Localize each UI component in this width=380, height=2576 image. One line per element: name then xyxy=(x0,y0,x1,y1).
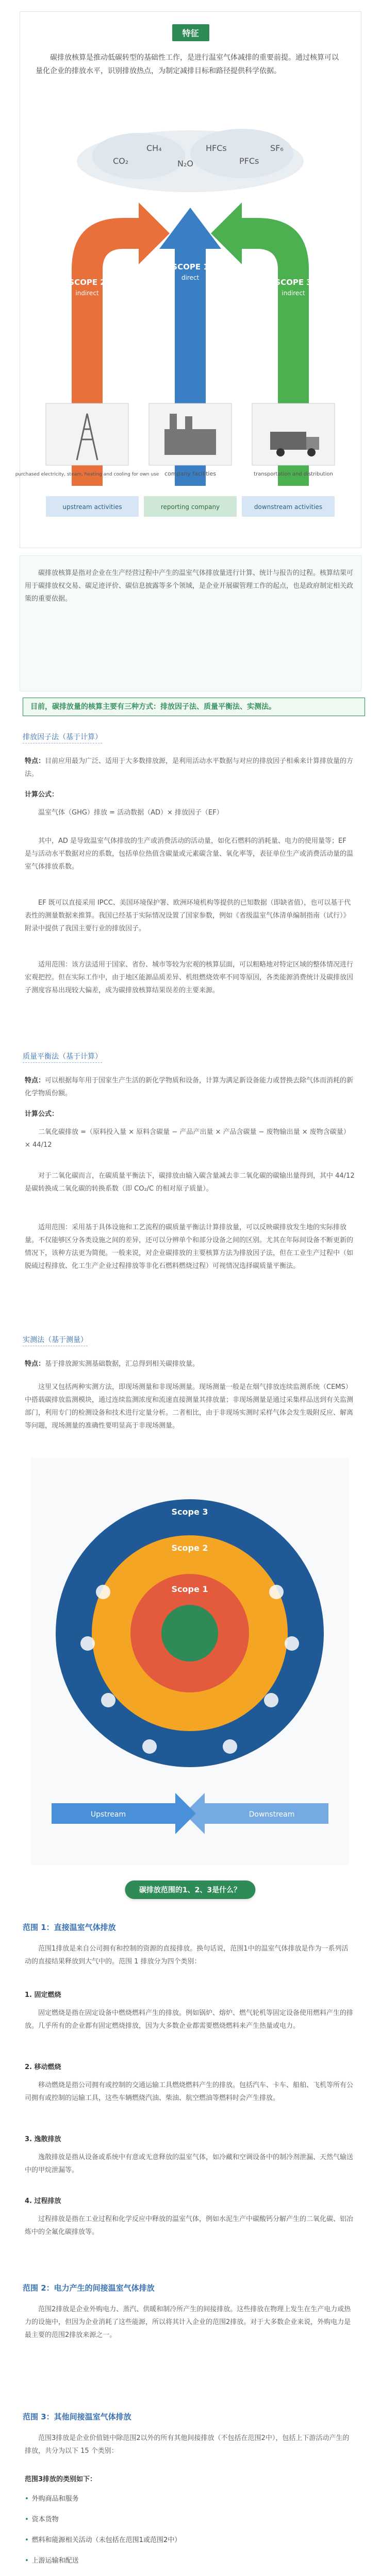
scope3-item-2: • 资本货物 xyxy=(25,2516,59,2523)
right-block-text: transportation and distribution xyxy=(254,471,333,477)
arrow-upstream: Upstream xyxy=(90,1810,126,1819)
band-downstream: downstream activities xyxy=(254,503,323,511)
method2-formula-label: 计算公式： xyxy=(25,1110,59,1118)
gas-co2: CO₂ xyxy=(113,156,129,166)
method3-feature xyxy=(25,1358,355,1370)
scope-emissions-diagram xyxy=(15,115,345,537)
scope1-sub: direct xyxy=(181,274,200,281)
method2-feature xyxy=(25,1074,355,1100)
method1-head: 排放因子法（基于计算） xyxy=(23,732,102,743)
scope2-intro: 范围2排放是企业外购电力、蒸汽、供暖和制冷所产生的间接排放。这些排放在物理上发生在生产电力或热力的设施中，但因为企业消耗了这些能源，所以将其计入企业的范围2排放。对于大多数企业来说，外购电力是最主要的范围2排放来源之一。 xyxy=(25,2306,351,2339)
intro-card xyxy=(15,11,361,548)
intro-tag: 特征 xyxy=(172,24,209,41)
methods-highlight: 目前，碳排放量的核算主要有三种方式：排放因子法、质量平衡法、实测法。 xyxy=(23,698,365,716)
intro-text: 碳排放核算是推动低碳转型的基础性工作，是进行温室气体减排的重要前提。通过核算可以量化企业的排放水平，识别排放热点，为制定减排目标和路径提供科学依据。 xyxy=(36,54,339,75)
scope1-item2-text: 移动燃烧是指公司拥有或控制的交通运输工具燃烧燃料产生的排放。包括汽车、卡车、船舶、飞机等所有公司拥有或控制的运输工具，这些车辆燃烧汽油、柴油、航空燃油等燃料时会产生排放。 xyxy=(25,2081,354,2102)
lead-text: 碳排放核算是指对企业在生产经营过程中产生的温室气体排放量进行计算、统计与报告的过程。核算结果可用于碳排放权交易、碳足迹评价、碳信息披露等多个领域，是企业开展碳管理工作的起点，也是政府制定相关政策的重要依据。 xyxy=(25,569,354,603)
method2-formula: 二氧化碳排放 =（原料投入量 × 原料含碳量 − 产品产出量 × 产品含碳量 − 废物输出量 × 废物含碳量）× 44/12 xyxy=(25,1128,350,1149)
scope3-item-1: • 外购商品和服务 xyxy=(25,2495,79,2503)
method1-feature-text: 目前应用最为广泛、适用于大多数排放源，是利用活动水平数据与对应的排放因子相乘来计算排放量的方法。 xyxy=(25,757,354,778)
ring-scope3: Scope 3 xyxy=(171,1507,208,1517)
method1-para2: EF 既可以直接采用 IPCC、美国环境保护署、欧洲环境机构等提供的已知数据（即缺省值），也可以基于代表性的测量数据来推算。我国已经基于实际情况设置了国家参数，例如《省级温室气体清单编制指南（试行）》附录中提供了我国主要行业的排放因子。 xyxy=(25,899,351,933)
method2-para2: 适用范围：采用基于具体设施和工艺流程的碳质量平衡法计算排放量，可以反映碳排放发生地的实际排放量。不仅能够区分各类设施之间的差异，还可以分辨单个和部分设备之间的区别。尤其在年际间设备不断更新的情况下，该种方法更为简便。一般来说，对企业碳排放的主要核算方法为排放因子法，但在工业生产过程中（如脱硫过程排放、化工生产企业过程排放等非化石燃料燃烧过程）可视情况选择碳质量平衡法。 xyxy=(25,1224,354,1270)
method3-para1: 这里又包括两种实测方法，即现场测量和非现场测量。现场测量一般是在烟气排放连续监测系统（CEMS）中搭载碳排放监测模块，通过连续监测浓度和流速直接测量其排放量；非现场测量是通过采集样品送到有关监测部门，利用专门的检测设备和技术进行定量分析。二者相比，由于非现场实测时采样气体会发生吸附反应、解离等问题，现场测量的准确性要明显高于非现场测量。 xyxy=(25,1383,354,1430)
method2-head: 质量平衡法（基于计算） xyxy=(23,1051,102,1063)
method1-feature-label: 特点： xyxy=(25,757,45,765)
band-reporting: reporting company xyxy=(160,503,220,511)
scope3-item-4: • 上游运输和配送 xyxy=(25,2557,79,2565)
method1-para3: 适用范围：该方法适用于国家、省份、城市等较为宏观的核算层面，可以粗略地对特定区域的整体情况进行宏观把控。但在实际工作中，由于地区能源品质差异、机组燃烧效率不同等原因，各类能源消费统计及碳排放因子测度容易出现较大偏差，成为碳排放核算结果误差的主要来源。 xyxy=(25,961,354,994)
ring-scope1: Scope 1 xyxy=(171,1584,208,1594)
scope2-sub: indirect xyxy=(75,290,99,297)
gas-ch4: CH₄ xyxy=(146,143,162,153)
scope3-item-3: • 燃料和能源相关活动（未包括在范围1或范围2中） xyxy=(25,2536,181,2544)
method3-feature-label: 特点： xyxy=(25,1360,45,1368)
scope2-head: 范围 2：电力产生的间接温室气体排放 xyxy=(23,2283,155,2293)
scope1-label: SCOPE 1 xyxy=(172,262,209,272)
scope2-label: SCOPE 2 xyxy=(69,278,106,287)
method3-feature-text: 基于排放源实测基础数据，汇总得到相关碳排放量。 xyxy=(45,1360,200,1368)
ring-scope2: Scope 2 xyxy=(171,1543,208,1553)
left-block-text: purchased electricity, steam, heating and cooling for own use xyxy=(15,472,159,477)
arrow-downstream: Downstream xyxy=(249,1810,295,1819)
scope1-item2-title: 2. 移动燃烧 xyxy=(25,2063,61,2071)
scope3-intro: 范围3排放是企业价值链中除范围2以外的所有其他间接排放（不包括在范围2中），包括上下游活动产生的排放，共分为以下 15 个类别： xyxy=(25,2434,350,2455)
scope1-item3-text: 逸散排放是指从设备或系统中有意或无意释放的温室气体，如冷藏和空调设备中的制冷剂泄漏、天然气输送中的甲烷泄漏等。 xyxy=(25,2154,354,2174)
center-block-text: company facilities xyxy=(164,470,216,477)
gas-n2o: N₂O xyxy=(177,159,193,168)
scopes-badge: 碳排放范围的1、2、3是什么？ xyxy=(125,1880,255,1899)
method2-feature-text: 可以根据每年用于国家生产生活的新化学物质和设备，计算为满足新设备能力或替换去除气体而消耗的新化学物质份额。 xyxy=(25,1077,354,1097)
gas-pfcs: PFCs xyxy=(239,156,259,166)
method2-feature-label: 特点： xyxy=(25,1077,45,1084)
band-upstream: upstream activities xyxy=(62,503,122,511)
gas-hfcs: HFCs xyxy=(206,143,227,153)
method1-formula: 温室气体（GHG）排放 = 活动数据（AD）× 排放因子（EF） xyxy=(38,809,223,817)
scope1-head: 范围 1：直接温室气体排放 xyxy=(23,1923,116,1932)
method1-formula-label: 计算公式： xyxy=(25,791,59,799)
scope3-label: SCOPE 3 xyxy=(275,278,312,287)
scope1-item1-text: 固定燃烧是指在固定设备中燃烧燃料产生的排放。例如锅炉、熔炉、燃气轮机等固定设备使用燃料产生的排放。几乎所有的企业都有固定燃烧排放，因为大多数企业都需要燃烧燃料来产生热量或电力。 xyxy=(25,2009,354,2030)
scope3-head: 范围 3：其他间接温室气体排放 xyxy=(23,2412,131,2421)
scope3-list-title: 范围3排放的类别如下： xyxy=(25,2476,97,2483)
scope-rings-diagram xyxy=(31,1458,349,1865)
scope1-intro: 范围1排放是来自公司拥有和控制的资源的直接排放。换句话说，范围1中的温室气体排放是作为一系列活动的直接结果释放到大气中的。范围 1 排放分为四个类别： xyxy=(25,1945,349,1965)
gas-sf6: SF₆ xyxy=(270,143,284,153)
method3-head: 实测法（基于测量） xyxy=(23,1334,88,1346)
method2-para1: 对于二氧化碳而言，在碳质量平衡法下，碳排放由输入碳含量减去非二氧化碳的碳输出量得到，其中 44/12 是碳转换成二氧化碳的转换系数（即 CO₂/C 的相对原子质量）。 xyxy=(25,1172,355,1193)
scope1-item4-text: 过程排放是指在工业过程和化学反应中释放的温室气体，例如水泥生产中碳酸钙分解产生的二氧化碳、铝冶炼中的全氟化碳排放等。 xyxy=(25,2215,354,2236)
scope1-item3-title: 3. 逸散排放 xyxy=(25,2136,61,2143)
scope3-sub: indirect xyxy=(282,290,305,297)
scope1-item4-title: 4. 过程排放 xyxy=(25,2197,61,2205)
method1-para1: 其中，AD 是导致温室气体排放的生产或消费活动的活动量，如化石燃料的消耗量、电力的使用量等；EF 是与活动水平数据对应的系数，包括单位热值含碳量或元素碳含量、氧化率等，表征单位生产或消费活动量的温室气体排放系数。 xyxy=(25,837,354,871)
method1-feature xyxy=(25,755,355,781)
scope1-item1-title: 1. 固定燃烧 xyxy=(25,1991,61,1999)
